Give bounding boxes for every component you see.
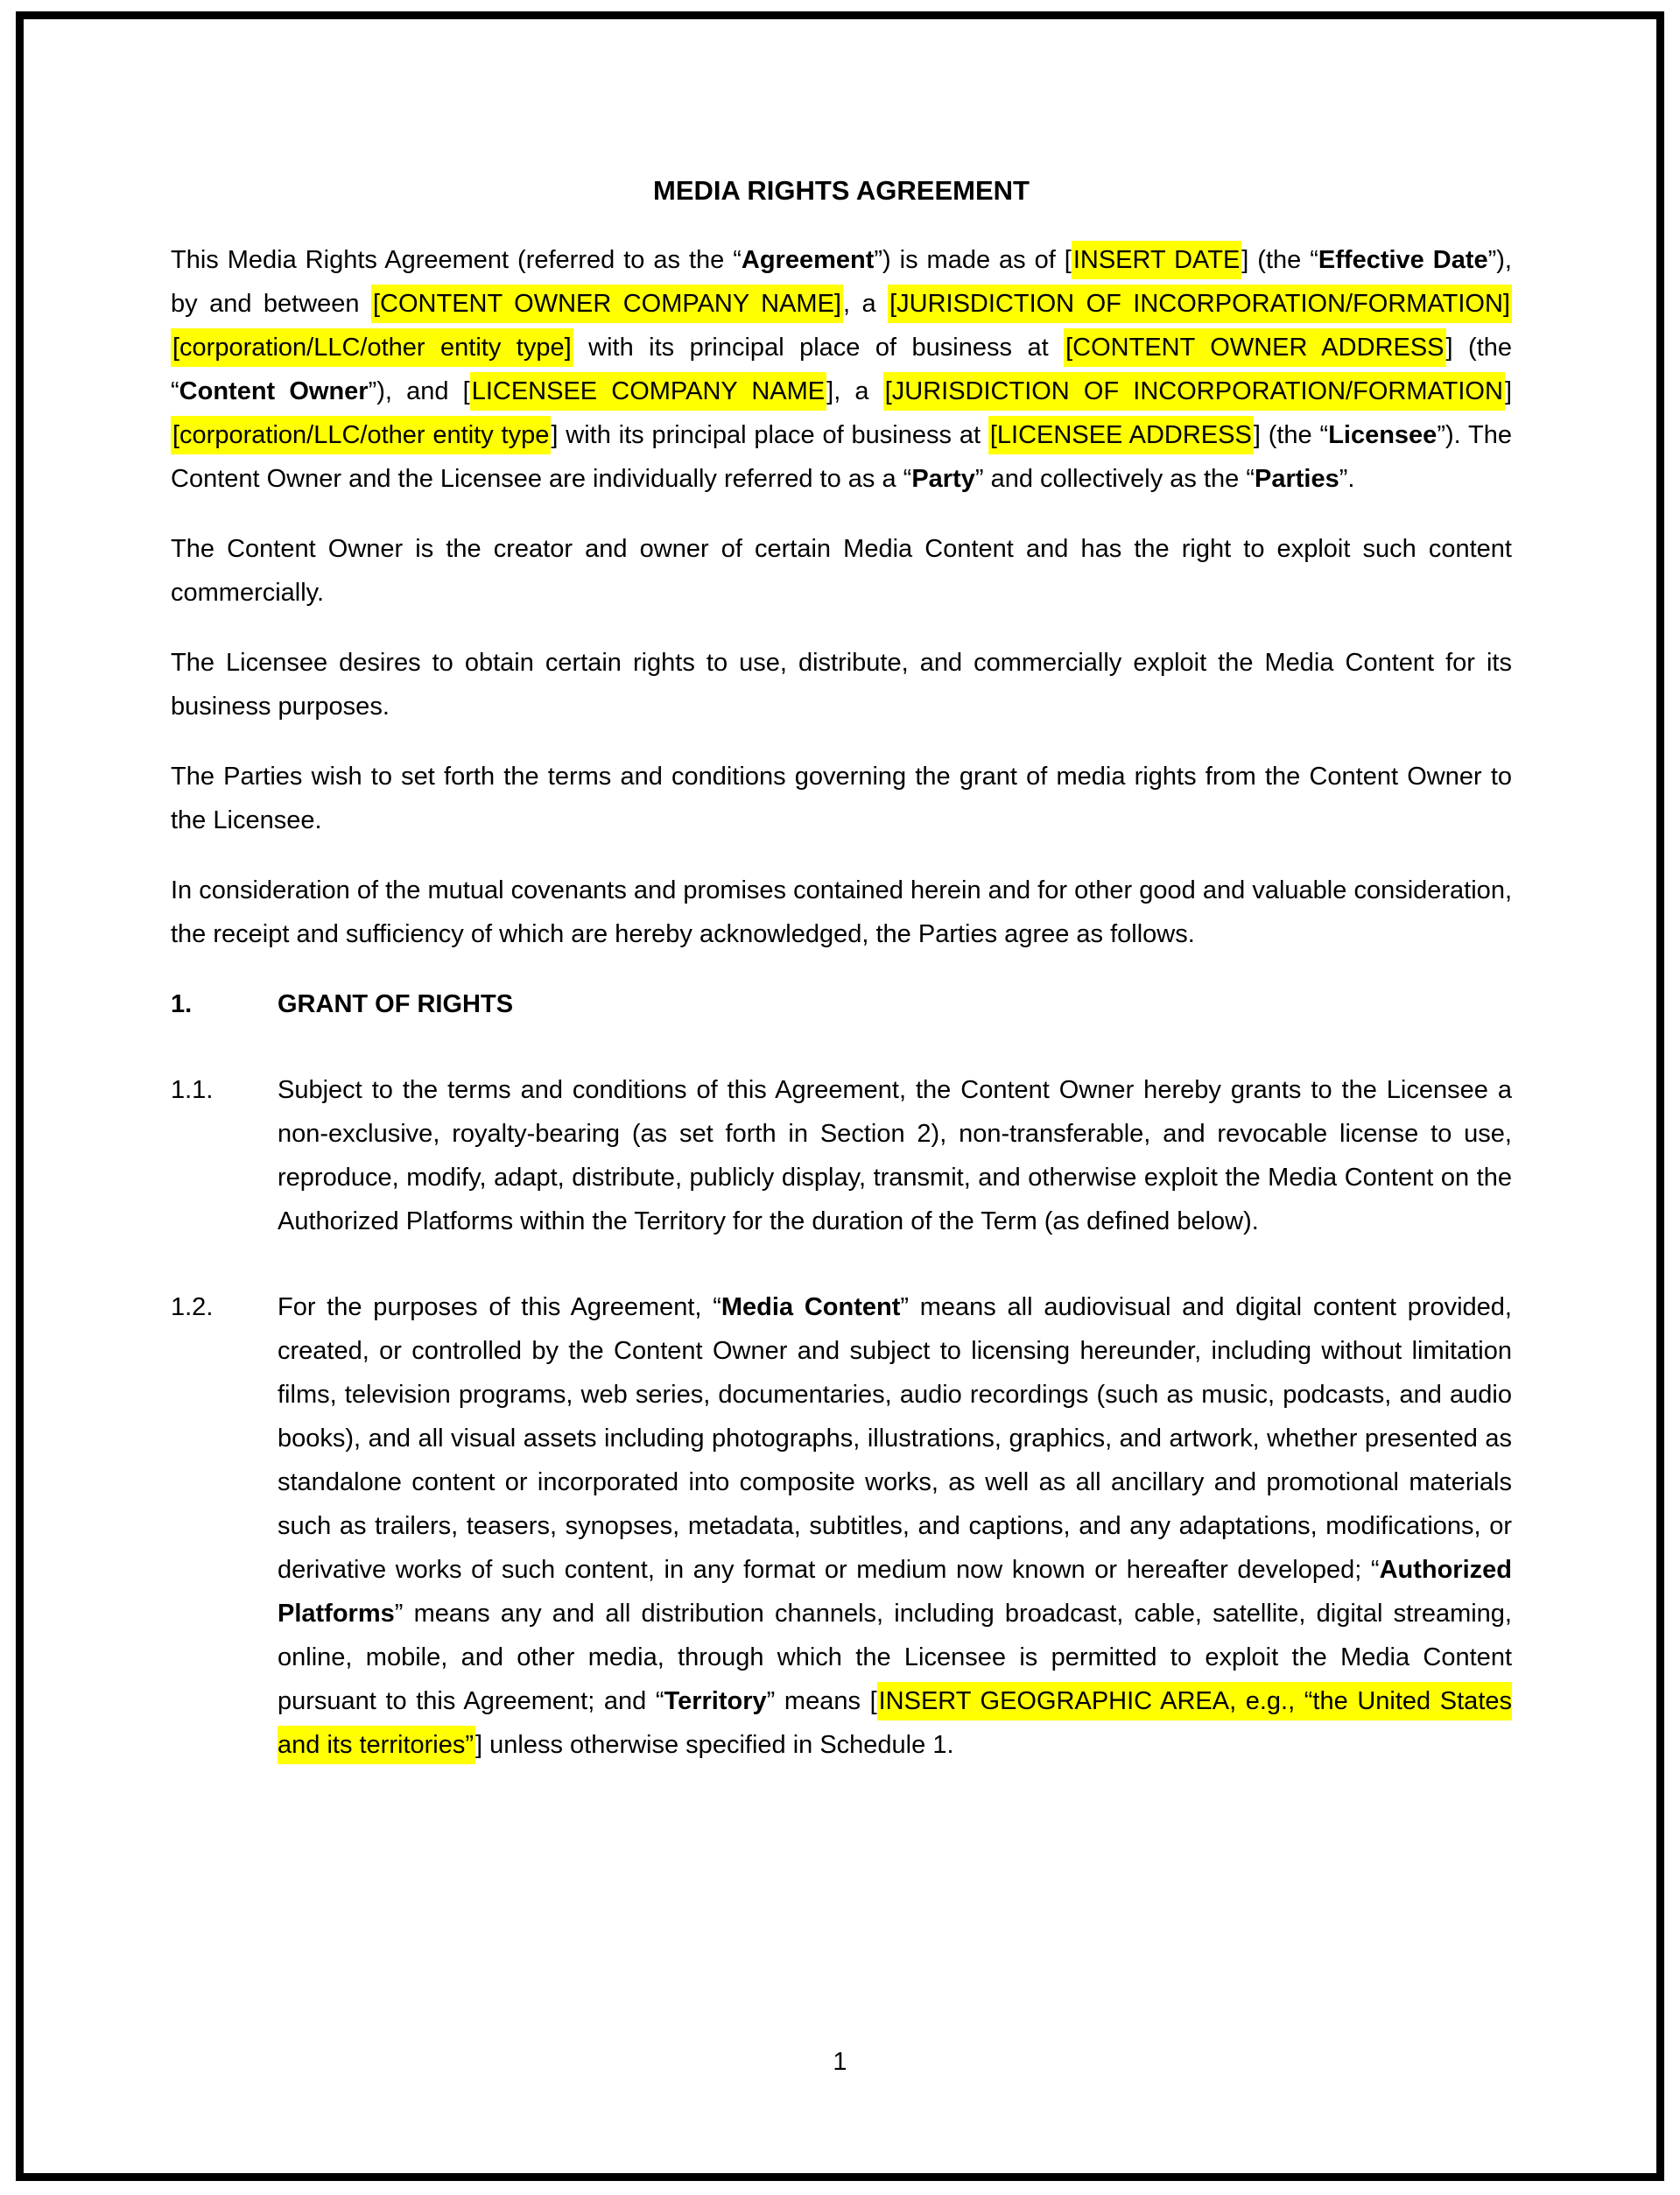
document-title: MEDIA RIGHTS AGREEMENT <box>653 175 1030 206</box>
text-run: Effective Date <box>1318 246 1488 274</box>
highlighted-placeholder: [JURISDICTION OF INCORPORATION/FORMATION <box>883 372 1505 411</box>
highlighted-placeholder: [CONTENT OWNER COMPANY NAME] <box>371 285 843 323</box>
text-run: Authorized Platforms <box>278 1556 1512 1628</box>
text-run: GRANT OF RIGHTS <box>278 990 514 1018</box>
text-run: Territory <box>664 1687 767 1715</box>
text-run: Media Content <box>721 1293 901 1321</box>
text-run: The Licensee desires to obtain certain rights to use, distribute, and commercially exploit the Media Content for its business purposes. <box>171 649 1512 721</box>
clause-text <box>278 990 513 1018</box>
paragraph <box>171 527 1512 615</box>
text-run: The Content Owner is the creator and owner of certain Media Content and has the right to exploit such content commercially. <box>171 535 1512 607</box>
paragraph <box>171 869 1512 956</box>
numbered-clause <box>171 1068 1512 1243</box>
paragraph <box>171 755 1512 842</box>
highlighted-placeholder: LICENSEE COMPANY NAME <box>470 372 826 411</box>
text-run: Party <box>911 465 975 493</box>
text-run: The Parties wish to set forth the terms and conditions governing the grant of media rights from the Content Owner to the Licensee. <box>171 763 1512 834</box>
text-run: ”). The Content Owner and the Licensee are individually referred to as a “ <box>171 421 1512 493</box>
clause-number: 1.1. <box>171 1076 214 1104</box>
paragraph <box>171 641 1512 728</box>
section-heading <box>171 982 1512 1026</box>
text-run: Licensee <box>1328 421 1437 449</box>
paragraph <box>171 238 1512 501</box>
text-run: In consideration of the mutual covenants and promises contained herein and for other good and valuable consideration, the receipt and sufficiency of which are hereby acknowledged, the Parties agree as follows. <box>171 876 1512 948</box>
text-run: Content Owner <box>179 377 369 405</box>
document-content <box>171 175 1512 1767</box>
page-number: 1 <box>833 2048 847 2076</box>
text-run: ] (the “ <box>171 334 1513 405</box>
highlighted-placeholder: [CONTENT OWNER ADDRESS <box>1064 328 1445 367</box>
clause-number: 1. <box>171 990 193 1018</box>
text-run: For the purposes of this Agreement, “ <box>278 1293 721 1321</box>
text-run: ] (the “ <box>1241 246 1318 274</box>
text-run: ” means all audiovisual and digital content provided, created, or controlled by the Content Owner and subject to licensing hereunder, including without limitation films, television programs, web series, documentaries, audio recordings (such as music, podcasts, and audio books), and all visual assets including photographs, illustrations, graphics, and artwork, whether presented as standalone content or incorporated into composite works, as well as all ancillary and promotional materials such as trailers, teasers, synopses, metadata, subtitles, and captions, and any adaptations, modifications, or derivative works of such content, in any format or medium now known or hereafter developed; “ <box>278 1293 1512 1584</box>
clause-text <box>278 1293 1512 1764</box>
text-run: Subject to the terms and conditions of this Agreement, the Content Owner hereby grants to the Licensee a non-exclusive, royalty-bearing (as set forth in Section 2), non-transferable, and revocable license to use, reproduce, modify, adapt, distribute, publicly display, transmit, and otherwise exploit the Media Content on the Authorized Platforms within the Territory for the duration of the Term (as defined below). <box>278 1076 1512 1235</box>
numbered-clause <box>171 1285 1512 1767</box>
text-run: , a <box>842 290 889 318</box>
highlighted-placeholder: [LICENSEE ADDRESS <box>988 416 1254 454</box>
text-run: Parties <box>1255 465 1339 493</box>
highlighted-placeholder: INSERT GEOGRAPHIC AREA, e.g., “the United States and its territories” <box>278 1682 1512 1764</box>
text-run: ” and collectively as the “ <box>974 465 1255 493</box>
text-run: ] (the “ <box>1253 421 1329 449</box>
highlighted-placeholder: [JURISDICTION OF INCORPORATION/FORMATION] <box>888 285 1512 323</box>
highlighted-placeholder: [corporation/LLC/other entity type] <box>171 328 573 367</box>
text-run: ] <box>1504 377 1512 405</box>
text-run: This Media Rights Agreement (referred to as the “ <box>171 246 742 274</box>
text-run: ”), by and between <box>171 246 1512 318</box>
text-run: ], a <box>826 377 883 405</box>
text-run: ] with its principal place of business at <box>551 421 988 449</box>
highlighted-placeholder: INSERT DATE <box>1072 241 1241 279</box>
highlighted-placeholder: [corporation/LLC/other entity type <box>171 416 551 454</box>
clause-number: 1.2. <box>171 1293 214 1321</box>
text-run: Agreement <box>741 246 875 274</box>
paragraph-list <box>171 238 1512 1767</box>
text-run: with its principal place of business at <box>573 334 1065 362</box>
text-run: ”), and [ <box>368 377 470 405</box>
clause-text <box>278 1076 1512 1235</box>
text-run: ] unless otherwise specified in Schedule 1. <box>475 1731 954 1759</box>
text-run: ”. <box>1339 465 1355 493</box>
text-run: ”) is made as of [ <box>874 246 1072 274</box>
text-run: ” means any and all distribution channels, including broadcast, cable, satellite, digital streaming, online, mobile, and other media, through which the Licensee is permitted to exploit the Media Content pursuant to this Agreement; and “ <box>278 1600 1512 1715</box>
text-run: ” means [ <box>766 1687 877 1715</box>
